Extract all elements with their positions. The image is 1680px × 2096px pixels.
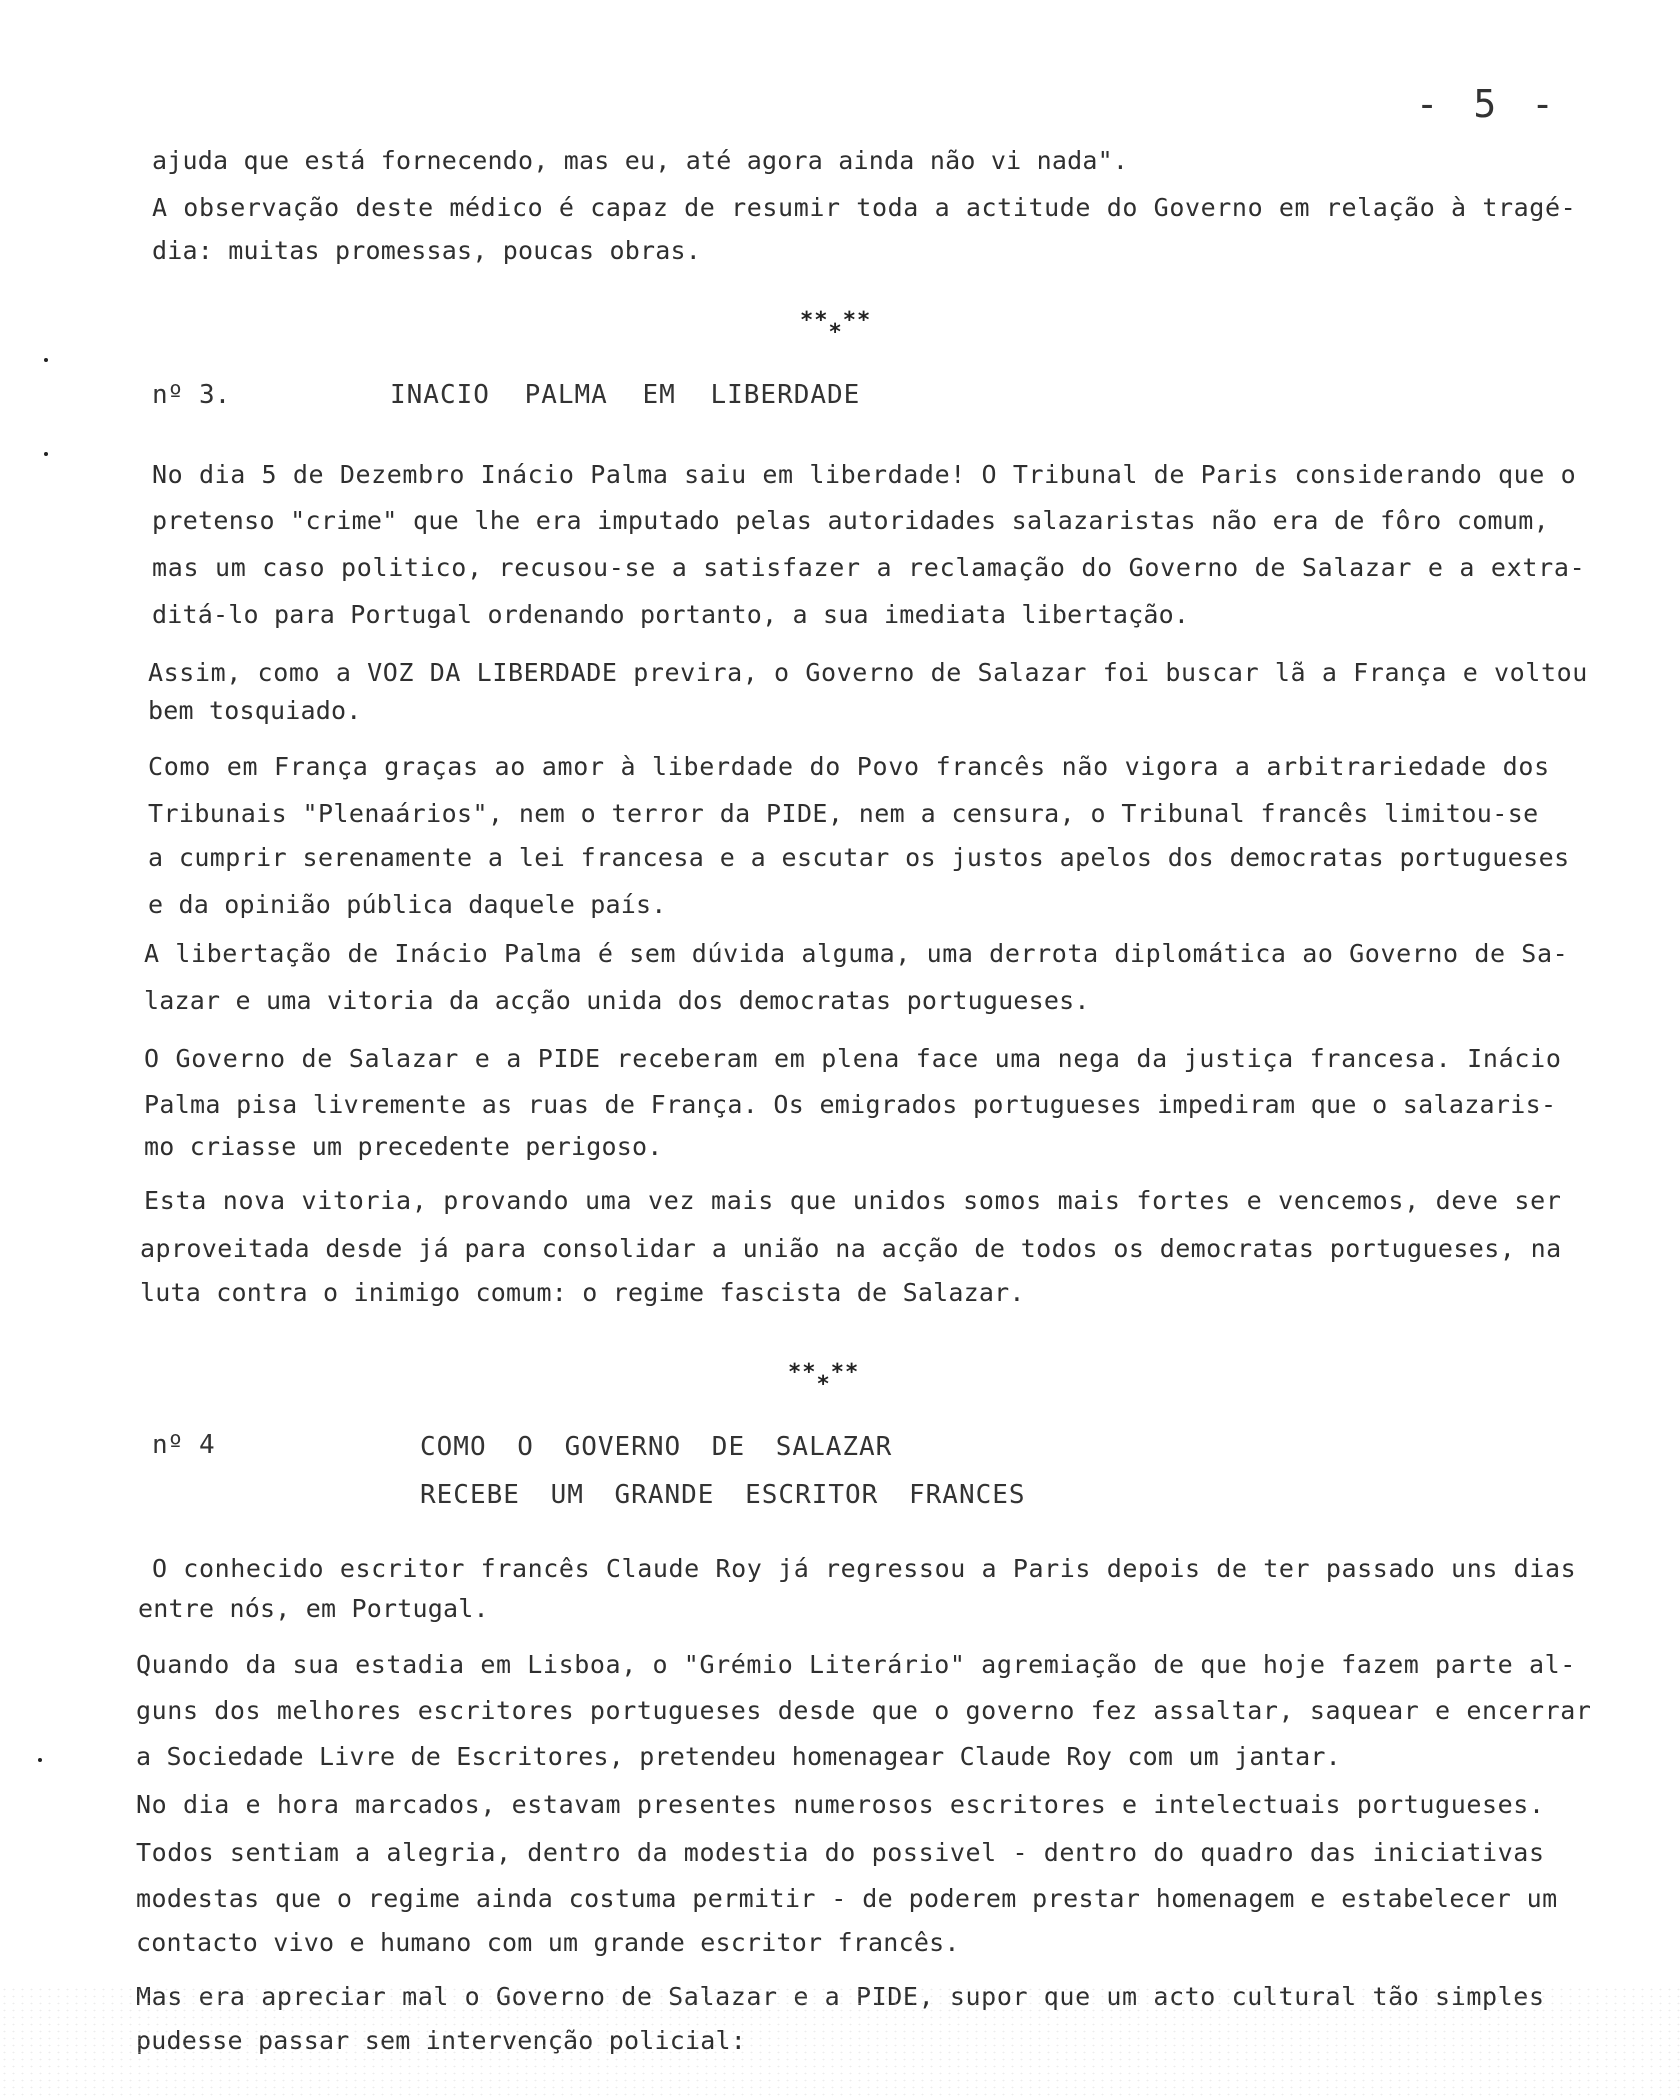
scan-speck xyxy=(44,452,48,456)
body-line: Assim, como a VOZ DA LIBERDADE previra, o Governo de Salazar foi buscar lã a França e voltou xyxy=(148,658,1588,687)
body-line: Todos sentiam a alegria, dentro da modestia do possivel - dentro do quadro das iniciativas xyxy=(136,1838,1545,1867)
separator-stars: ** xyxy=(830,1360,860,1385)
body-line: O Governo de Salazar e a PIDE receberam em plena face uma nega da justiça francesa. Inácio xyxy=(144,1044,1562,1073)
section-title: INACIO PALMA EM LIBERDADE xyxy=(390,380,861,410)
page-number: - 5 - xyxy=(1415,82,1560,126)
body-line: A libertação de Inácio Palma é sem dúvida alguma, uma derrota diplomática ao Governo de Sa- xyxy=(144,939,1569,968)
body-line: guns dos melhores escritores portugueses desde que o governo fez assaltar, saquear e encerrar xyxy=(136,1696,1592,1725)
body-line: aproveitada desde já para consolidar a união na acção de todos os democratas portugueses, na xyxy=(140,1234,1562,1263)
body-line: modestas que o regime ainda costuma permitir - de poderem prestar homenagem e estabelecer um xyxy=(136,1884,1558,1913)
scan-noise xyxy=(0,1986,1680,2096)
body-line: Mas era apreciar mal o Governo de Salazar e a PIDE, supor que um acto cultural tão simples xyxy=(136,1982,1545,2011)
section-number: nº 4 xyxy=(152,1430,215,1460)
separator-stars: ** xyxy=(788,1360,817,1385)
separator-stars: ** xyxy=(842,308,872,333)
separator-star: * xyxy=(816,1372,831,1397)
body-line: No dia e hora marcados, estavam presentes numerosos escritores e intelectuais portugueses. xyxy=(136,1790,1545,1819)
body-line: lazar e uma vitoria da acção unida dos democratas portugueses. xyxy=(144,986,1090,1015)
body-line: O conhecido escritor francês Claude Roy já regressou a Paris depois de ter passado uns dias xyxy=(152,1554,1577,1583)
intro-line: ajuda que está fornecendo, mas eu, até agora ainda não vi nada". xyxy=(152,146,1129,175)
body-line: pretenso "crime" que lhe era imputado pelas autoridades salazaristas não era de fôro comum, xyxy=(152,506,1549,535)
section-title: COMO O GOVERNO DE SALAZAR xyxy=(420,1432,893,1462)
section-separator xyxy=(800,308,872,345)
scan-speck xyxy=(38,1758,42,1762)
body-line: Quando da sua estadia em Lisboa, o "Grémio Literário" agremiação de que hoje fazem parte al- xyxy=(136,1650,1576,1679)
body-line: a cumprir serenamente a lei francesa e a escutar os justos apelos dos democratas portugueses xyxy=(148,843,1570,872)
separator-star: * xyxy=(828,320,843,345)
separator-stars: ** xyxy=(800,308,829,333)
body-line: e da opinião pública daquele país. xyxy=(148,890,667,919)
intro-line: A observação deste médico é capaz de resumir toda a actitude do Governo em relação à tragé- xyxy=(152,193,1577,222)
body-line: pudesse passar sem intervenção policial: xyxy=(136,2026,747,2055)
body-line: entre nós, em Portugal. xyxy=(138,1594,489,1623)
body-line: Palma pisa livremente as ruas de França. Os emigrados portugueses impediram que o salazaris- xyxy=(144,1090,1557,1119)
body-line: Tribunais "Plenaários", nem o terror da PIDE, nem a censura, o Tribunal francês limitou-se xyxy=(148,799,1539,828)
section-number: nº 3. xyxy=(152,380,231,410)
section-separator xyxy=(788,1360,860,1397)
section-subtitle: RECEBE UM GRANDE ESCRITOR FRANCES xyxy=(420,1480,1026,1510)
body-line: No dia 5 de Dezembro Inácio Palma saiu em liberdade! O Tribunal de Paris considerando que o xyxy=(152,460,1577,489)
body-line: bem tosquiado. xyxy=(148,696,362,725)
body-line: luta contra o inimigo comum: o regime fascista de Salazar. xyxy=(140,1278,1025,1307)
body-line: ditá-lo para Portugal ordenando portanto, a sua imediata libertação. xyxy=(152,600,1190,629)
body-line: Como em França graças ao amor à liberdade do Povo francês não vigora a arbitrariedade dos xyxy=(148,752,1550,781)
intro-line: dia: muitas promessas, poucas obras. xyxy=(152,236,702,265)
body-line: mas um caso politico, recusou-se a satisfazer a reclamação do Governo de Salazar e a extra- xyxy=(152,553,1586,582)
body-line: a Sociedade Livre de Escritores, pretendeu homenagear Claude Roy com um jantar. xyxy=(136,1742,1341,1771)
body-line: mo criasse um precedente perigoso. xyxy=(144,1132,663,1161)
body-line: contacto vivo e humano com um grande escritor francês. xyxy=(136,1928,960,1957)
scan-speck xyxy=(44,358,48,362)
body-line: Esta nova vitoria, provando uma vez mais que unidos somos mais fortes e vencemos, deve ser xyxy=(144,1186,1562,1215)
